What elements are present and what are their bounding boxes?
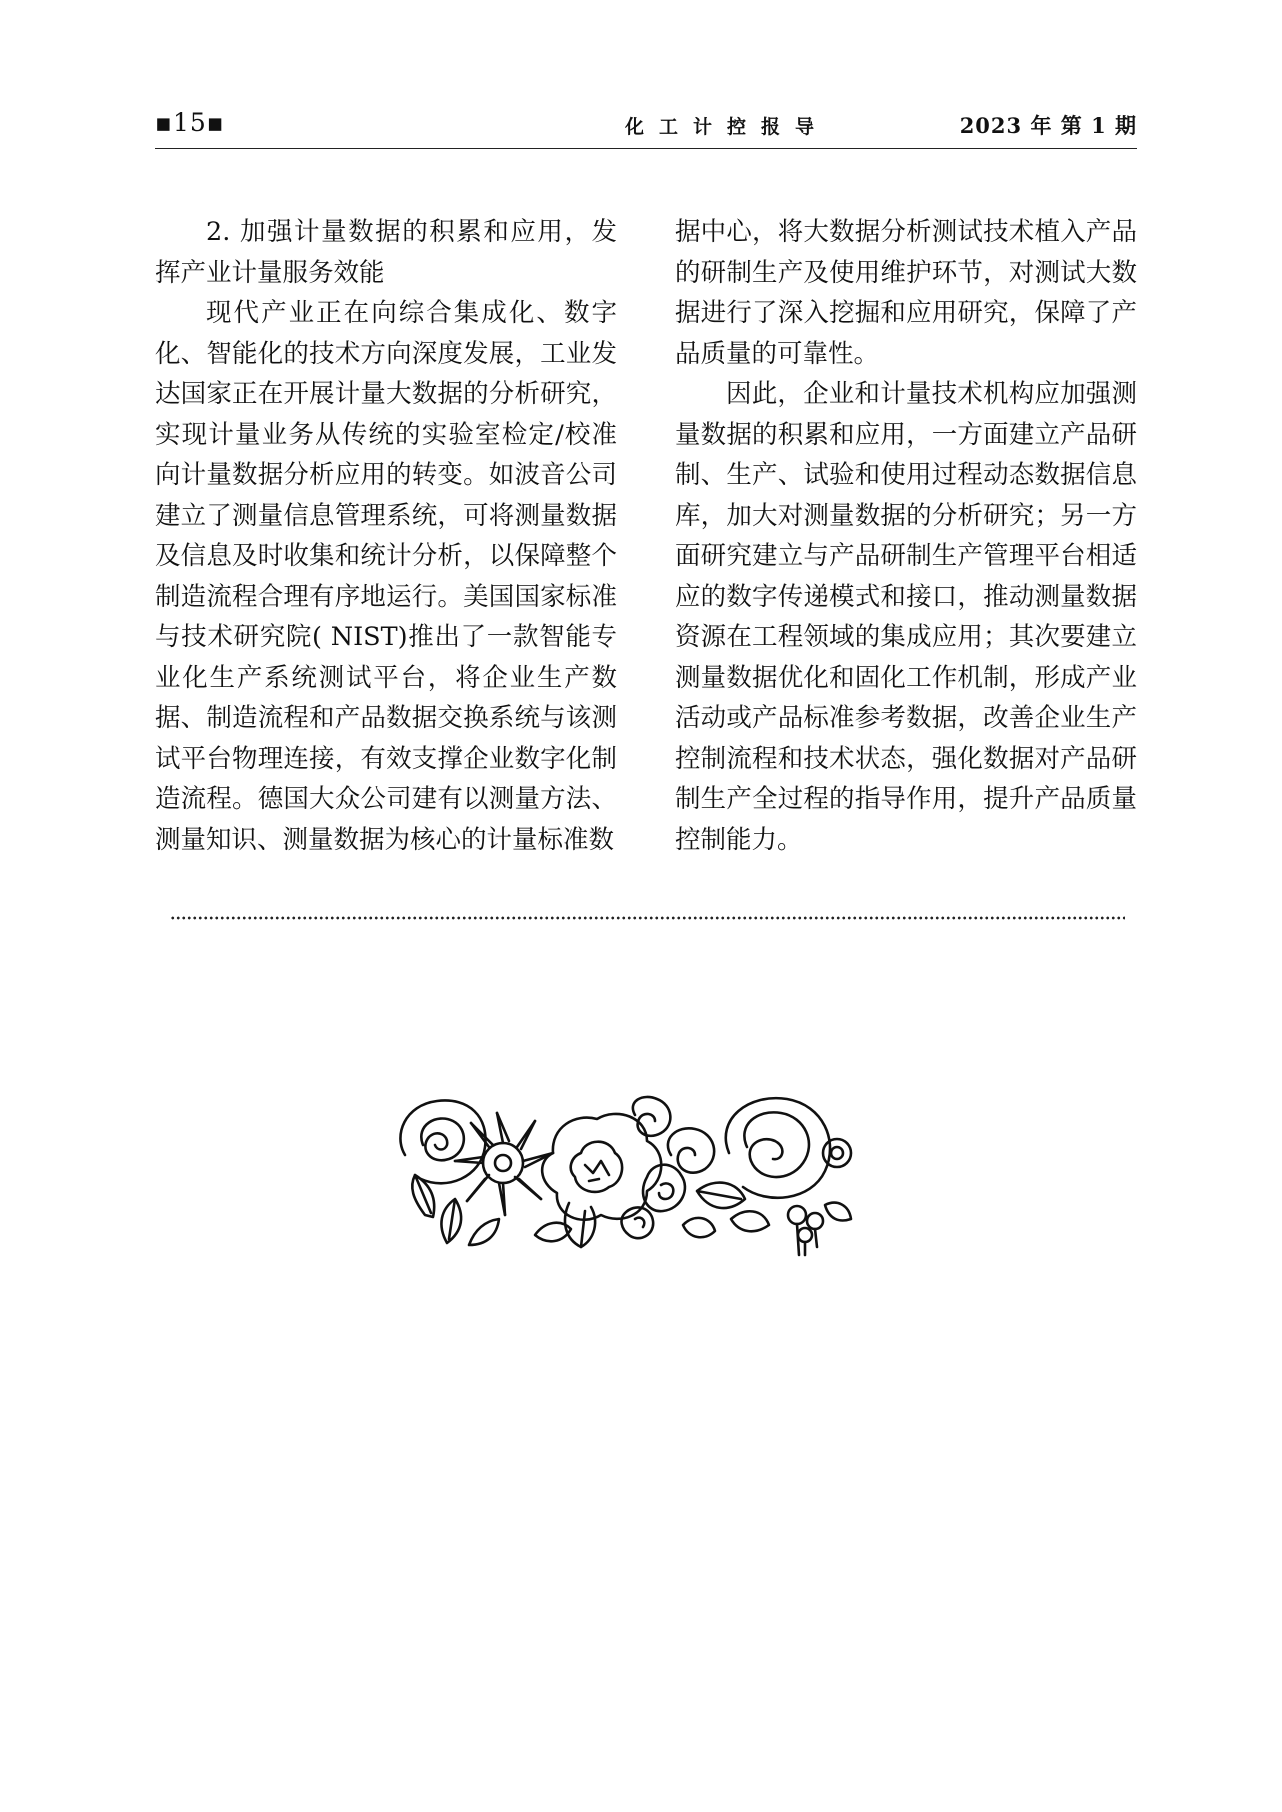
left-column	[155, 212, 617, 860]
issue-label: 2023 年 第 1 期	[959, 113, 1137, 138]
page-number: ▪15▪	[155, 108, 225, 137]
page-header	[155, 104, 1137, 149]
floral-ornament	[385, 1095, 865, 1260]
body-paragraph: 现代产业正在向综合集成化、数字化、智能化的技术方向深度发展，工业发达国家正在开展计量大数据的分析研究，实现计量业务从传统的实验室检定/校准向计量数据分析应用的转变。如波音公司建立了测量信息管理系统，可将测量数据及信息及时收集和统计分析，以保障整个制造流程合理有序地运行。美国国家标准与技术研究院( NIST)推出了一款智能专业化生产系统测试平台，将企业生产数据、制造流程和产品数据交换系统与该测试平台物理连接，有效支撑企业数字化制造流程。德国大众公司建有以测量方法、测量知识、测量数据为核心的计量标准数	[155, 298, 617, 855]
section-heading: 2. 加强计量数据的积累和应用，发挥产业计量服务效能	[155, 217, 617, 288]
journal-title: 化工计控报导	[625, 116, 830, 138]
body-paragraph-continuation: 据中心，将大数据分析测试技术植入产品的研制生产及使用维护环节，对测试大数据进行了深入挖掘和应用研究，保障了产品质量的可靠性。	[675, 217, 1137, 369]
right-column	[675, 212, 1137, 860]
dotted-divider	[170, 916, 1125, 920]
body-paragraph: 因此，企业和计量技术机构应加强测量数据的积累和应用，一方面建立产品研制、生产、试验和使用过程动态数据信息库，加大对测量数据的分析研究；另一方面研究建立与产品研制生产管理平台相适应的数字传递模式和接口，推动测量数据资源在工程领域的集成应用；其次要建立测量数据优化和固化工作机制，形成产业活动或产品标准参考数据，改善企业生产控制流程和技术状态，强化数据对产品研制生产全过程的指导作用，提升产品质量控制能力。	[675, 379, 1137, 855]
